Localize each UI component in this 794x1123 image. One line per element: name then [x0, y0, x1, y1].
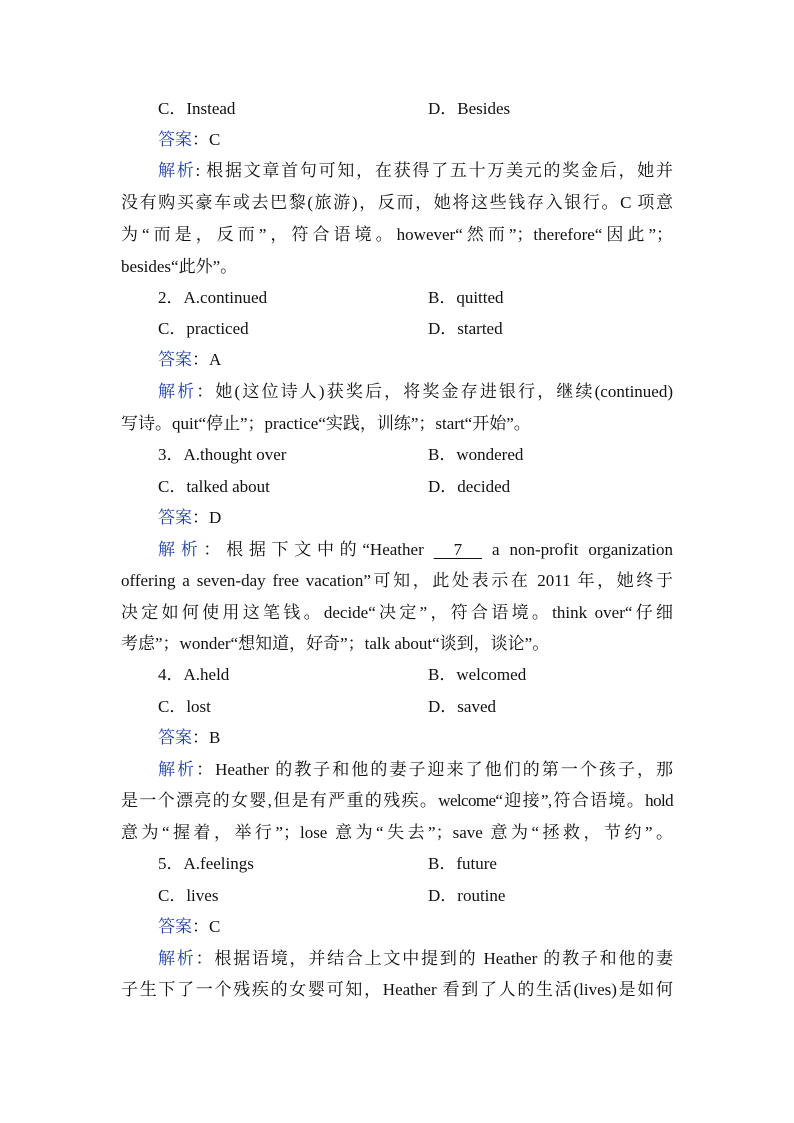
analysis-text: 决定如何使用这笔钱。decide“决定”，符合语境。think over“仔细 [121, 603, 673, 622]
analysis-label: 解析 [158, 760, 197, 779]
analysis-label: 解析 [158, 161, 196, 180]
option-c: C．practiced [158, 319, 249, 338]
answer-line [158, 127, 673, 153]
answer-separator: ： [192, 130, 209, 149]
option-d: D．started [428, 319, 503, 338]
analysis-line [158, 946, 673, 972]
analysis-text: 考虑”；wonder“想知道，好奇”；talk about“谈到，谈论”。 [121, 634, 550, 653]
option-b: B．quitted [428, 288, 504, 307]
answer-label: 答案 [158, 728, 192, 747]
analysis-text: offering a seven-day free vacation”可知，此处表示在 2011 年，她终于 [121, 571, 673, 590]
analysis-line [158, 379, 673, 405]
analysis-label: 解析 [158, 949, 196, 968]
option-b: B．future [428, 854, 497, 873]
analysis-line [158, 757, 673, 783]
answer-value: A [209, 350, 222, 369]
answer-line [158, 347, 673, 373]
option-d: D．Besides [428, 99, 511, 118]
answer-separator: ： [192, 917, 209, 936]
analysis-line [158, 537, 673, 563]
option-d: D．decided [428, 477, 511, 496]
analysis-text: 她(这位诗人)获奖后，将奖金存进银行，继续(continued) [215, 382, 674, 401]
option-d: D．saved [428, 697, 496, 716]
analysis-text: 子生下了一个残疾的女婴可知，Heather 看到了人的生活(lives)是如何 [121, 980, 673, 999]
analysis-text: 是一个漂亮的女婴,但是有严重的残疾。welcome“迎接”,符合语境。hold [121, 791, 673, 810]
option-b: B．wondered [428, 445, 524, 464]
analysis-text: 没有购买豪车或去巴黎(旅游)，反而，她将这些钱存入银行。C 项意 [121, 193, 673, 212]
option-d: D．routine [428, 886, 506, 905]
analysis-text: 写诗。quit“停止”；practice“实践，训练”；start“开始”。 [121, 414, 531, 433]
answer-separator: ： [192, 350, 209, 369]
analysis-text: Heather 的教子和他的妻子迎来了他们的第一个孩子，那 [215, 760, 674, 779]
analysis-separator: : [195, 161, 201, 180]
answer-value: C [209, 130, 221, 149]
blank-number: 7 [433, 540, 483, 559]
analysis-separator: ： [195, 949, 215, 968]
analysis-text: besides“此外”。 [121, 257, 238, 276]
analysis-text: 根据语境，并结合上文中提到的 Heather 的教子和他的妻 [214, 949, 674, 968]
analysis-text: 根据下文中的“Heather [226, 540, 434, 559]
answer-label: 答案 [158, 350, 192, 369]
answer-value: D [209, 508, 222, 527]
answer-line [158, 725, 673, 751]
answer-separator: ： [192, 508, 209, 527]
option-c: C．talked about [158, 477, 270, 496]
analysis-text: a non-profit organization [482, 540, 674, 559]
option-a: 4．A.held [158, 665, 230, 684]
option-a: 2．A.continued [158, 288, 268, 307]
answer-line [158, 505, 673, 531]
option-a: 5．A.feelings [158, 854, 254, 873]
analysis-label: 解析 [158, 540, 204, 559]
option-c: C．lives [158, 886, 219, 905]
analysis-separator: ： [203, 540, 227, 559]
analysis-label: 解析 [158, 382, 197, 401]
option-c: C．Instead [158, 99, 236, 118]
answer-separator: ： [192, 728, 209, 747]
answer-value: C [209, 917, 221, 936]
analysis-text: 意为“握着，举行”；lose 意为“失去”；save 意为“拯救，节约”。 [121, 823, 673, 842]
option-a: 3．A.thought over [158, 445, 287, 464]
answer-line [158, 914, 673, 940]
answer-label: 答案 [158, 130, 192, 149]
answer-value: B [209, 728, 221, 747]
analysis-separator: ： [196, 382, 216, 401]
analysis-line [158, 158, 673, 184]
analysis-text: 根据文章首句可知，在获得了五十万美元的奖金后，她并 [200, 161, 674, 180]
option-b: B．welcomed [428, 665, 527, 684]
option-c: C．lost [158, 697, 211, 716]
answer-label: 答案 [158, 508, 192, 527]
analysis-text: 为“而是，反而”，符合语境。however“然而”；therefore“因此”； [121, 225, 673, 244]
answer-label: 答案 [158, 917, 192, 936]
analysis-separator: ： [196, 760, 216, 779]
